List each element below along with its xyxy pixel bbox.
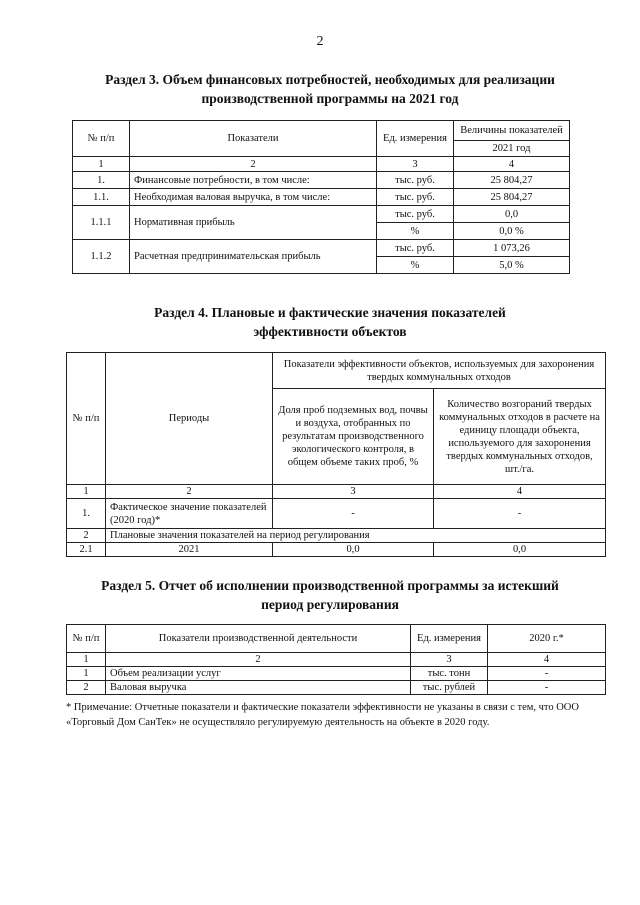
col-number: 3 <box>377 157 454 172</box>
header-year: 2021 год <box>454 141 570 157</box>
section5-title: Раздел 5. Отчет об исполнении производственной программы за истекший период регулирования <box>101 578 559 612</box>
section4-title: Раздел 4. Плановые и фактические значения показателей эффективности объектов <box>154 305 506 339</box>
table-row: 1. Фактическое значение показателей (2020 год)* - - <box>67 499 606 529</box>
col-number: 3 <box>273 485 434 499</box>
header-unit: Ед. измерения <box>377 121 454 157</box>
table-row: 1.1.2 Расчетная предпринимательская прибыль тыс. руб. 1 073,26 <box>73 240 570 257</box>
col-number: 1 <box>73 157 130 172</box>
table-row: 1.1.1 Нормативная прибыль тыс. руб. 0,0 <box>73 206 570 223</box>
header-efficiency-group: Показатели эффективности объектов, используемых для захоронения твердых коммунальных отходов <box>273 353 606 389</box>
col-number: 1 <box>67 485 106 499</box>
section3-table <box>72 120 570 274</box>
header-num: № п/п <box>67 625 106 653</box>
table-row: 1.1. Необходимая валовая выручка, в том числе: тыс. руб. 25 804,27 <box>73 189 570 206</box>
col-number: 2 <box>130 157 377 172</box>
header-periods: Периоды <box>106 353 273 485</box>
table-row: % 0,0 % <box>73 223 570 240</box>
header-num: № п/п <box>73 121 130 157</box>
table-row: 1. Финансовые потребности, в том числе: тыс. руб. 25 804,27 <box>73 172 570 189</box>
header-indicators: Показатели производственной деятельности <box>106 625 411 653</box>
table-row: 1 Объем реализации услуг тыс. тонн - <box>67 667 606 681</box>
header-unit: Ед. измерения <box>411 625 488 653</box>
header-values: Величины показателей <box>454 121 570 141</box>
col-number: 4 <box>488 653 606 667</box>
section4-table <box>66 352 606 557</box>
col-number: 4 <box>454 157 570 172</box>
table-row: 2.1 2021 0,0 0,0 <box>67 543 606 557</box>
table-row: 2 Валовая выручка тыс. рублей - <box>67 681 606 695</box>
table-row: 2 Плановые значения показателей на период регулирования <box>67 529 606 543</box>
header-fires-count: Количество возгораний твердых коммунальных отходов в расчете на единицу площади объекта, используемого для захоронения твердых коммунальных отходов, шт./га. <box>434 389 606 485</box>
header-year: 2020 г.* <box>488 625 606 653</box>
footnote: * Примечание: Отчетные показатели и фактические показатели эффективности не указаны в связи с тем, что ООО «Торговый Дом СанТек» не осуществляло регулируемую деятельность на объекте в 2020 году. <box>66 702 579 728</box>
col-number: 2 <box>106 653 411 667</box>
col-number: 4 <box>434 485 606 499</box>
section5-table <box>66 624 606 695</box>
page-number: 2 <box>316 34 324 49</box>
table-row: % 5,0 % <box>73 257 570 274</box>
header-indicators: Показатели <box>130 121 377 157</box>
col-number: 1 <box>67 653 106 667</box>
col-number: 2 <box>106 485 273 499</box>
col-number: 3 <box>411 653 488 667</box>
section3-title: Раздел 3. Объем финансовых потребностей, необходимых для реализации производственной программы на 2021 год <box>105 72 555 106</box>
header-num: № п/п <box>67 353 106 485</box>
header-samples-share: Доля проб подземных вод, почвы и воздуха, отобранных по результатам производственного экологического контроля, в общем объеме таких проб, % <box>273 389 434 485</box>
